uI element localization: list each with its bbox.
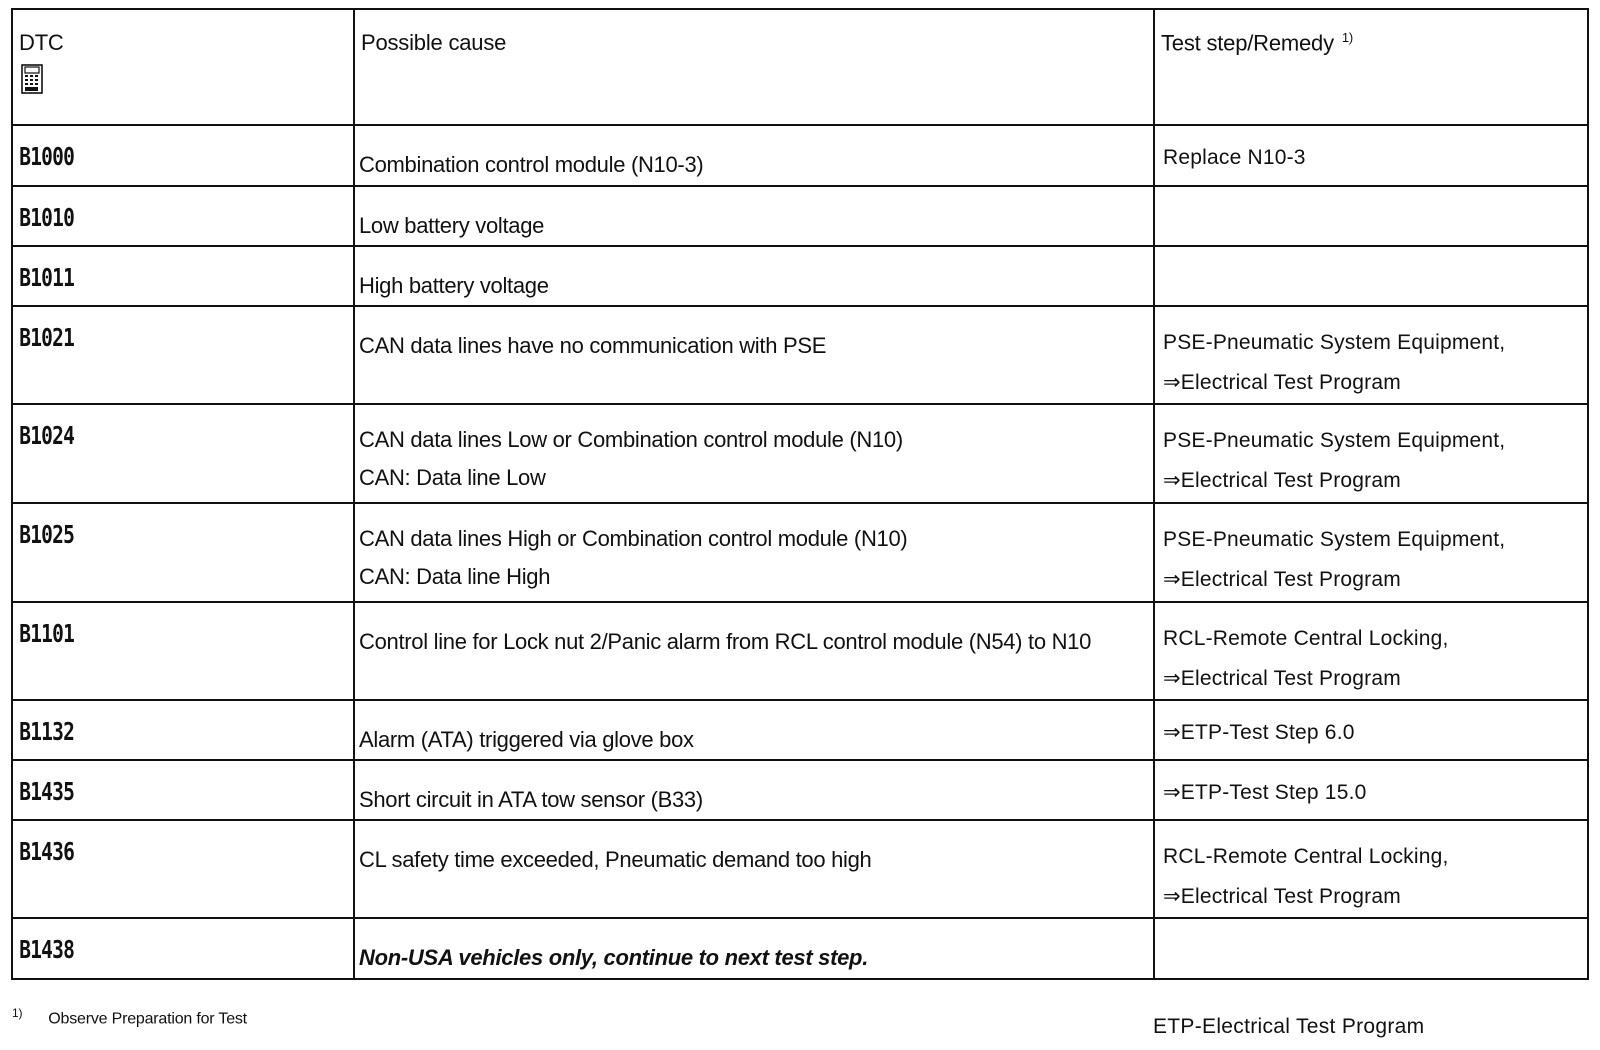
dtc-code: B1436	[19, 837, 75, 866]
header-cause-label: Possible cause	[361, 30, 507, 55]
cause-text	[355, 126, 1153, 184]
remedy-cell	[1154, 820, 1588, 918]
cause-cell	[354, 306, 1154, 404]
remedy-line: PSE-Pneumatic System Equipment,	[1163, 528, 1506, 551]
table-row	[12, 246, 1588, 306]
remedy-text	[1155, 821, 1587, 917]
dtc-code: B1435	[19, 777, 75, 806]
remedy-text	[1155, 247, 1587, 263]
header-remedy	[1154, 9, 1588, 125]
diagnostic-tester-icon	[21, 64, 43, 94]
table-row	[12, 602, 1588, 700]
dtc-code: B1024	[19, 421, 75, 450]
cause-cell	[354, 404, 1154, 503]
cause-cell	[354, 246, 1154, 306]
dtc-code: B1025	[19, 520, 75, 549]
cause-line: CL safety time exceeded, Pneumatic demand too high	[359, 847, 872, 872]
dtc-cell	[12, 125, 354, 186]
table-row	[12, 306, 1588, 404]
remedy-line: ⇒Electrical Test Program	[1163, 667, 1401, 690]
remedy-text	[1155, 761, 1587, 813]
cause-text	[355, 701, 1153, 759]
remedy-text	[1155, 603, 1587, 699]
dtc-cell	[12, 246, 354, 306]
dtc-code: B1011	[19, 263, 75, 292]
remedy-line: PSE-Pneumatic System Equipment,	[1163, 429, 1506, 452]
dtc-cell	[12, 820, 354, 918]
table-row	[12, 125, 1588, 186]
remedy-line: Replace N10-3	[1163, 146, 1306, 169]
cause-line: High battery voltage	[359, 273, 549, 298]
header-dtc-label: DTC	[19, 30, 64, 55]
cause-text	[355, 761, 1153, 819]
cause-cell	[354, 760, 1154, 820]
cause-line: CAN data lines Low or Combination control module (N10)	[359, 427, 903, 452]
remedy-text	[1155, 187, 1587, 203]
cause-cell	[354, 602, 1154, 700]
cause-cell	[354, 503, 1154, 602]
remedy-cell	[1154, 186, 1588, 246]
cause-text	[355, 821, 1153, 879]
cause-text	[355, 187, 1153, 245]
remedy-text	[1155, 504, 1587, 600]
footnote-text: Observe Preparation for Test	[48, 1010, 247, 1028]
cause-line: CAN: Data line High	[359, 564, 551, 589]
table-row	[12, 820, 1588, 918]
remedy-text	[1155, 126, 1587, 178]
remedy-text	[1155, 919, 1587, 935]
table-row	[12, 186, 1588, 246]
remedy-cell	[1154, 503, 1588, 602]
cause-line: Combination control module (N10-3)	[359, 152, 704, 177]
remedy-text	[1155, 307, 1587, 403]
remedy-cell	[1154, 918, 1588, 979]
remedy-line: ⇒Electrical Test Program	[1163, 885, 1401, 908]
table-header-row	[12, 9, 1588, 125]
cause-line: Alarm (ATA) triggered via glove box	[359, 727, 694, 752]
remedy-line: PSE-Pneumatic System Equipment,	[1163, 331, 1506, 354]
table-row	[12, 503, 1588, 602]
cause-text	[355, 247, 1153, 305]
footnote-mark: 1)	[12, 1006, 23, 1020]
cause-text	[355, 919, 1153, 977]
cause-line: CAN: Data line Low	[359, 465, 546, 490]
dtc-table	[11, 8, 1589, 980]
remedy-cell	[1154, 602, 1588, 700]
dtc-code: B1132	[19, 717, 75, 746]
remedy-line: ⇒Electrical Test Program	[1163, 469, 1401, 492]
dtc-code: B1010	[19, 203, 75, 232]
remedy-cell	[1154, 760, 1588, 820]
cause-text	[355, 504, 1153, 596]
remedy-line: RCL-Remote Central Locking,	[1163, 845, 1449, 868]
footnote-mark: 1)	[1341, 30, 1354, 45]
dtc-cell	[12, 503, 354, 602]
table-row	[12, 760, 1588, 820]
remedy-text	[1155, 405, 1587, 501]
header-remedy-label: Test step/Remedy $^{1)}$	[1161, 30, 1354, 56]
dtc-cell	[12, 306, 354, 404]
cause-line: Control line for Lock nut 2/Panic alarm from RCL control module (N54) to N10	[359, 629, 1092, 654]
dtc-code: B1021	[19, 323, 75, 352]
dtc-cell	[12, 700, 354, 760]
cause-cell	[354, 186, 1154, 246]
dtc-cell	[12, 404, 354, 503]
dtc-cell	[12, 918, 354, 979]
cause-line: Non-USA vehicles only, continue to next test step.	[359, 945, 869, 970]
cause-text	[355, 603, 1153, 661]
table-row	[12, 918, 1588, 979]
dtc-code: B1438	[19, 935, 75, 964]
dtc-code: B1101	[19, 619, 75, 648]
cause-text	[355, 307, 1153, 365]
cause-line: Short circuit in ATA tow sensor (B33)	[359, 787, 703, 812]
remedy-line: ⇒ETP-Test Step 6.0	[1163, 721, 1355, 744]
cause-cell	[354, 918, 1154, 979]
footnote-observe-preparation	[12, 1006, 247, 1028]
remedy-line: ⇒Electrical Test Program	[1163, 371, 1401, 394]
header-cause	[354, 9, 1154, 125]
cause-cell	[354, 125, 1154, 186]
dtc-cell	[12, 602, 354, 700]
header-dtc	[12, 9, 354, 125]
remedy-line: ⇒ETP-Test Step 15.0	[1163, 781, 1367, 804]
cause-cell	[354, 700, 1154, 760]
remedy-line: ⇒Electrical Test Program	[1163, 568, 1401, 591]
remedy-cell	[1154, 404, 1588, 503]
table-row	[12, 404, 1588, 503]
dtc-cell	[12, 760, 354, 820]
cause-text	[355, 405, 1153, 497]
cause-line: Low battery voltage	[359, 213, 545, 238]
remedy-cell	[1154, 246, 1588, 306]
table-row	[12, 700, 1588, 760]
footnote-etp-legend: ETP-Electrical Test Program	[1153, 1015, 1425, 1038]
cause-line: CAN data lines High or Combination control module (N10)	[359, 526, 908, 551]
remedy-line: RCL-Remote Central Locking,	[1163, 627, 1449, 650]
dtc-code: B1000	[19, 142, 75, 171]
remedy-cell	[1154, 700, 1588, 760]
remedy-cell	[1154, 306, 1588, 404]
remedy-cell	[1154, 125, 1588, 186]
remedy-text	[1155, 701, 1587, 753]
cause-cell	[354, 820, 1154, 918]
dtc-cell	[12, 186, 354, 246]
table-body	[12, 125, 1588, 979]
cause-line: CAN data lines have no communication with PSE	[359, 333, 827, 358]
